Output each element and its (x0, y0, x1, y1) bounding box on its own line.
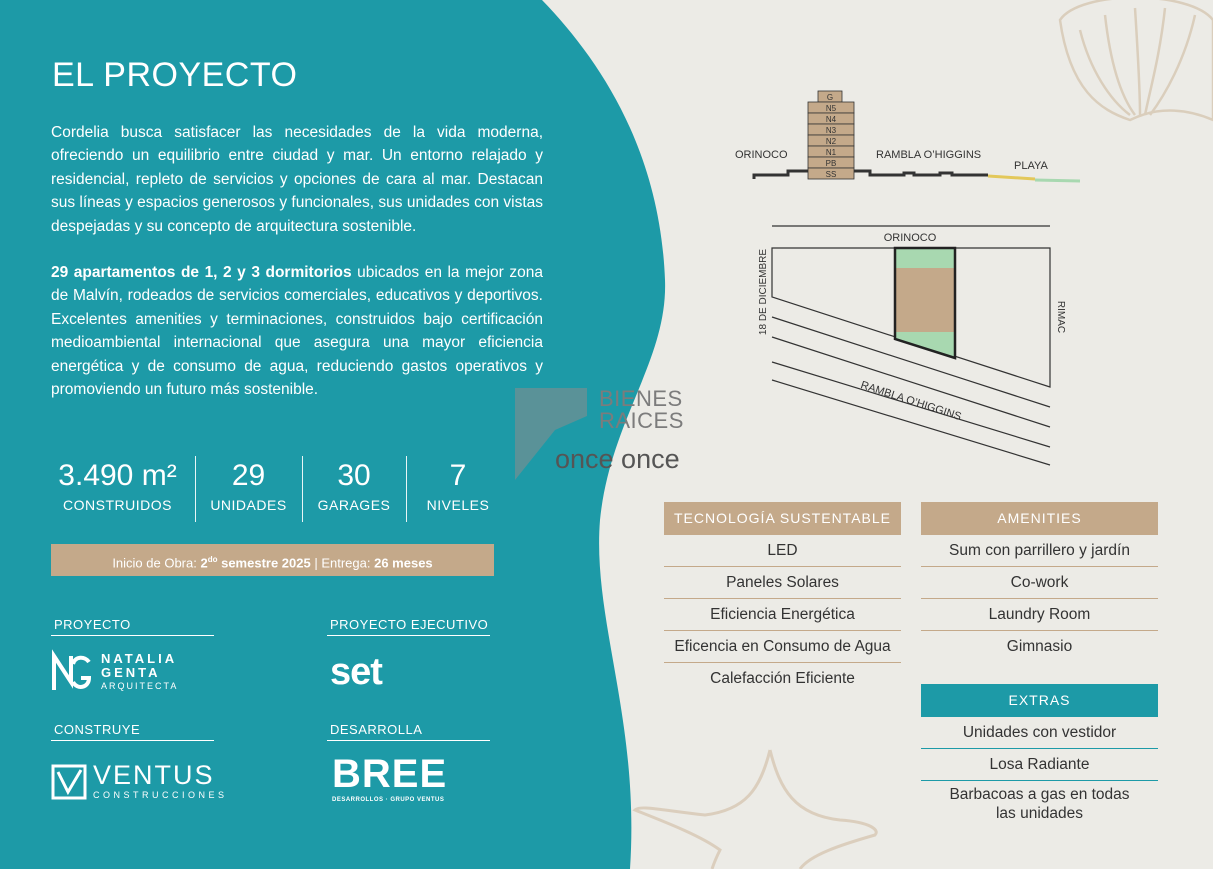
list-item: Sum con parrillero y jardín (921, 535, 1158, 567)
watermark-line: RAICES (599, 408, 684, 433)
beach-line (988, 176, 1035, 179)
list-item: Losa Radiante (921, 749, 1158, 781)
list-item: Co-work (921, 567, 1158, 599)
banner-separator: | (310, 555, 322, 571)
start-label: Inicio de Obra: (112, 555, 201, 571)
credit-heading-ejecutivo: PROYECTO EJECUTIVO (327, 617, 490, 636)
level-label: N4 (825, 115, 837, 124)
list-item: Eficencia en Consumo de Agua (664, 631, 901, 663)
credit-heading-proyecto: PROYECTO (51, 617, 214, 636)
start-ordinal-sup: do (207, 555, 218, 564)
list-item: Paneles Solares (664, 567, 901, 599)
elevation-right-street: RAMBLA O’HIGGINS (876, 149, 982, 161)
stat-levels (406, 456, 510, 513)
delivery-label: Entrega: (321, 555, 375, 571)
stat-area (40, 456, 195, 513)
extras-heading: EXTRAS (921, 684, 1158, 717)
list-item: Gimnasio (1006, 638, 1073, 655)
level-label: N2 (825, 137, 837, 146)
tecnologia-table (664, 502, 901, 694)
level-label: N3 (825, 126, 837, 135)
plan-left-street: 18 DE DICIEMBRE (758, 248, 769, 336)
stat-label: UNIDADES (210, 497, 287, 513)
logo-line: BREE (332, 752, 448, 796)
logo-line: GENTA (101, 665, 161, 680)
plan-top-street: ORINOCO (883, 232, 937, 244)
bree-logo (332, 752, 447, 804)
set-logo: set (330, 651, 382, 693)
logo-line: CONSTRUCCIONES (93, 790, 228, 800)
starfish-icon (635, 750, 876, 869)
list-item: Calefacción Eficiente (710, 670, 855, 687)
stat-units (195, 456, 302, 513)
ground-line (754, 171, 988, 179)
list-item: LED (664, 535, 901, 567)
level-label: SS (825, 170, 837, 179)
stat-label: NIVELES (426, 497, 490, 513)
intro-paragraph: Cordelia busca satisfacer las necesidades de la vida moderna, ofreciendo un equilibrio entre ciudad y mar. Un entorno relajado y residencial, repleto de servicios y opciones de cara al mar. Destacan sus líneas y espacios generosos y funcionales, sus unidades con vistas despejadas y su concepto de arquitectura sostenible. (51, 124, 543, 235)
stat-value: 7 (449, 459, 467, 492)
plan-bottom-street: RAMBLA O’HIGGINS (859, 379, 963, 424)
level-label: G (826, 93, 834, 102)
ventus-mark-icon (51, 764, 87, 800)
plan-right-street: RIMAC (1055, 300, 1066, 334)
level-label: N5 (825, 104, 837, 113)
level-label: PB (825, 159, 837, 168)
apartments-highlight: 29 apartamentos de 1, 2 y 3 dormitorios (51, 264, 352, 281)
logo-line: NATALIA (101, 651, 178, 666)
stat-value: 30 (337, 459, 371, 492)
list-item: Unidades con vestidor (921, 717, 1158, 749)
project-paragraph (51, 261, 543, 401)
site-plan (755, 222, 1066, 470)
ventus-logo-text (93, 760, 263, 800)
level-label: N1 (825, 148, 837, 157)
lot-building (895, 268, 955, 332)
credit-heading-construye: CONSTRUYE (51, 722, 214, 741)
project-paragraph-text: ubicados en la mejor zona de Malvín, rodeados de servicios comerciales, educativos y deportivos. Excelentes amenities y terminaciones, construidos bajo certificación medioambiental internacional que asegura una mayor eficiencia energética y de consumo de agua, reduciendo gastos operativos y promoviendo un futuro más sostenible. (51, 264, 543, 399)
start-value: semestre 2025 (217, 555, 311, 571)
list-item: Laundry Room (921, 599, 1158, 631)
stat-garages (302, 456, 406, 513)
extras-table (921, 684, 1158, 827)
stat-value: 29 (231, 459, 266, 492)
delivery-value: 26 meses (374, 555, 433, 571)
logo-line: VENTUS (93, 760, 215, 790)
stat-label: GARAGES (317, 497, 391, 513)
ng-logo-text (101, 652, 241, 692)
stat-value: 3.490 m² (58, 459, 177, 492)
elevation-left-street: ORINOCO (735, 149, 788, 161)
credit-heading-desarrolla: DESARROLLA (327, 722, 490, 741)
stats-row (40, 456, 510, 526)
logo-line: ARQUITECTA (101, 681, 179, 691)
watermark-line: BIENES (599, 386, 683, 411)
logo-line: DESARROLLOS · GRUPO VENTUS (332, 797, 445, 803)
amenities-heading: AMENITIES (921, 502, 1158, 535)
section-title: EL PROYECTO (52, 56, 298, 94)
elevation-beach: PLAYA (1014, 160, 1048, 172)
schedule-banner (51, 544, 494, 576)
list-item: Barbacoas a gas en todas las unidades (949, 786, 1130, 822)
stat-label: CONSTRUIDOS (63, 497, 172, 513)
tecnologia-heading: TECNOLOGÍA SUSTENTABLE (664, 502, 901, 535)
elevation-diagram (730, 85, 1090, 190)
lot-green-top (895, 248, 955, 268)
list-item: Eficiencia Energética (664, 599, 901, 631)
sea-line (1035, 180, 1080, 181)
amenities-table (921, 502, 1158, 662)
ng-monogram-icon (51, 652, 93, 694)
start-ordinal: 2 (200, 555, 208, 571)
watermark-line: once once (555, 444, 680, 474)
